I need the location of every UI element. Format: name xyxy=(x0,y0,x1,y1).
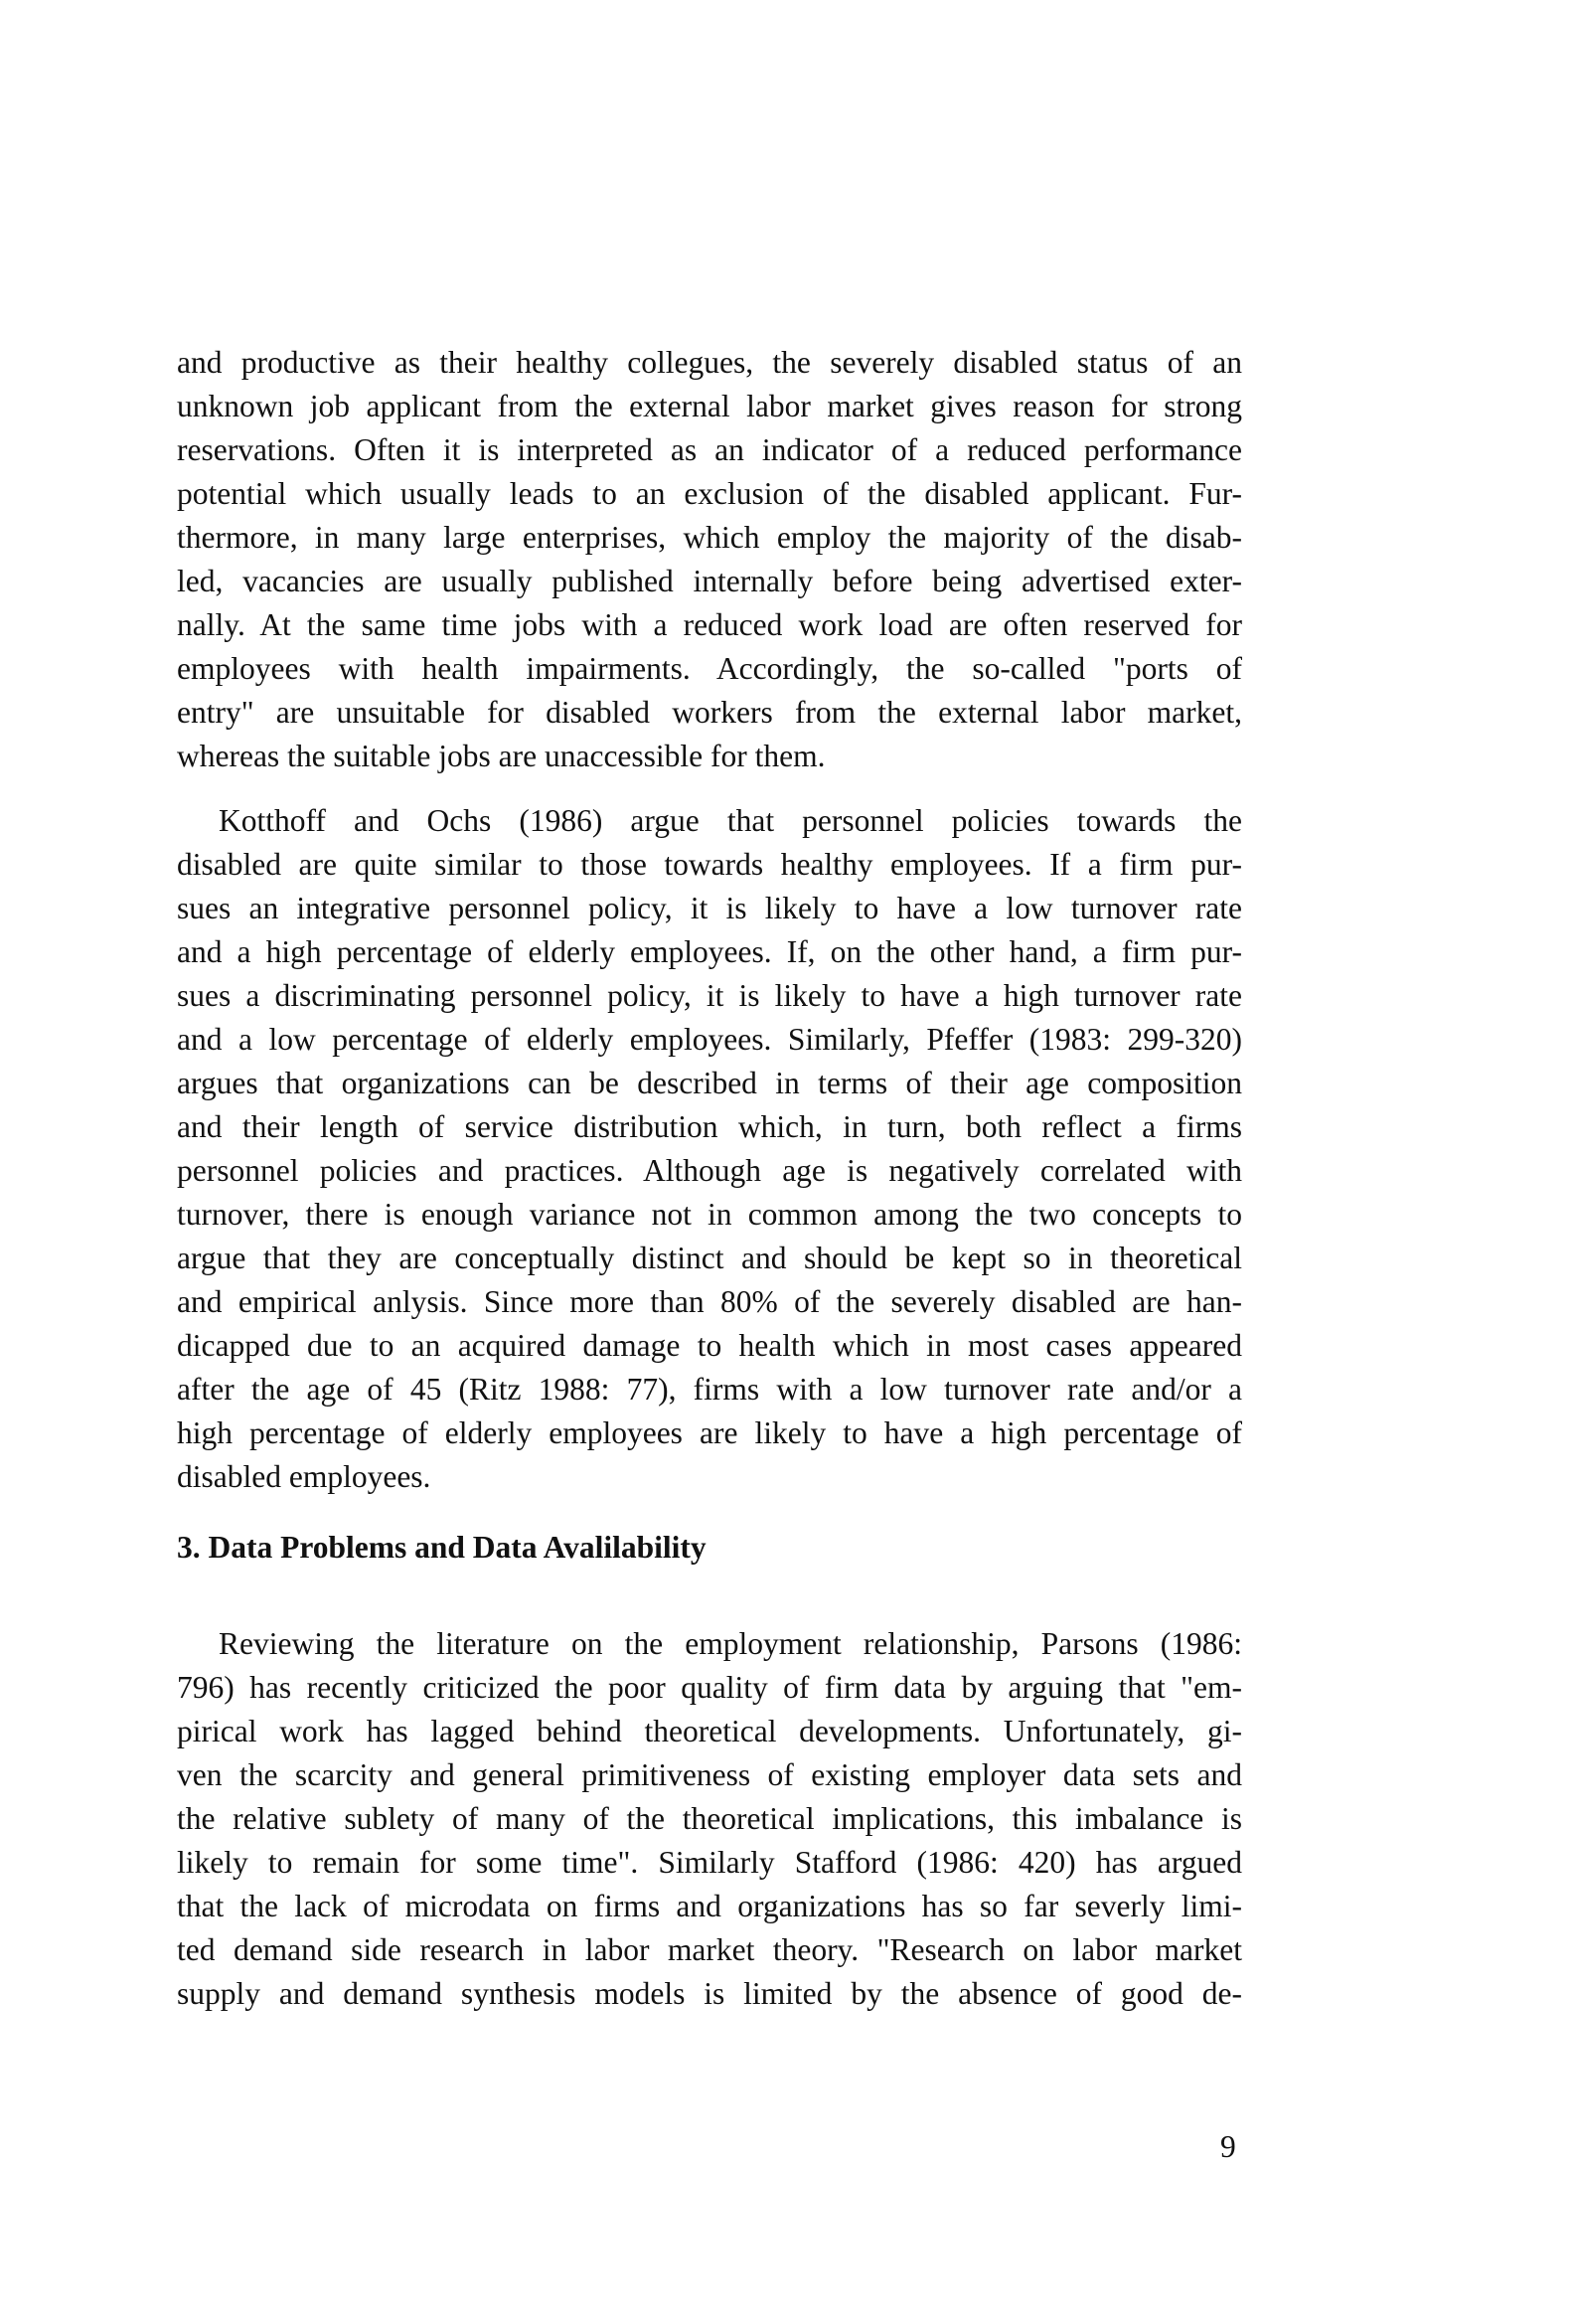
text-line: after the age of 45 (Ritz 1988: 77), firms with a low turnover rate and/or a xyxy=(177,1372,1242,1407)
text-line: led, vacancies are usually published internally before being advertised exter- xyxy=(177,564,1242,598)
text-line: sues an integrative personnel policy, it is likely to have a low turnover rate xyxy=(177,891,1242,925)
text-line: potential which usually leads to an exclusion of the disabled applicant. Fur- xyxy=(177,476,1242,511)
text-line: reservations. Often it is interpreted as an indicator of a reduced performance xyxy=(177,432,1242,467)
text-line: whereas the suitable jobs are unaccessible for them. xyxy=(177,739,826,773)
text-line: entry" are unsuitable for disabled workers from the external labor market, xyxy=(177,695,1242,730)
section-heading: 3. Data Problems and Data Avalilability xyxy=(177,1530,707,1565)
text-line: thermore, in many large enterprises, which employ the majority of the disab- xyxy=(177,520,1242,555)
text-line: and a low percentage of elderly employees. Similarly, Pfeffer (1983: 299-320) xyxy=(177,1022,1242,1057)
text-line: and productive as their healthy collegues, the severely disabled status of an xyxy=(177,345,1242,380)
text-line: argue that they are conceptually distinct and should be kept so in theoretical xyxy=(177,1241,1242,1275)
text-line: personnel policies and practices. Although age is negatively correlated with xyxy=(177,1153,1242,1188)
page-number: 9 xyxy=(1220,2129,1236,2164)
text-line: turnover, there is enough variance not in common among the two concepts to xyxy=(177,1197,1242,1232)
text-line: Reviewing the literature on the employment relationship, Parsons (1986: xyxy=(219,1626,1242,1661)
text-line: likely to remain for some time". Similarly Stafford (1986: 420) has argued xyxy=(177,1845,1242,1880)
paragraph-2 xyxy=(177,799,1242,1499)
text-line: and a high percentage of elderly employees. If, on the other hand, a firm pur- xyxy=(177,934,1242,969)
paragraph-1 xyxy=(177,341,1242,778)
text-line: the relative sublety of many of the theoretical implications, this imbalance is xyxy=(177,1801,1242,1836)
text-line: ted demand side research in labor market theory. "Research on labor market xyxy=(177,1932,1242,1967)
text-line: supply and demand synthesis models is limited by the absence of good de- xyxy=(177,1976,1242,2011)
text-line: high percentage of elderly employees are likely to have a high percentage of xyxy=(177,1415,1242,1450)
text-line: unknown job applicant from the external labor market gives reason for strong xyxy=(177,389,1242,423)
text-line: nally. At the same time jobs with a reduced work load are often reserved for xyxy=(177,607,1242,642)
text-line: dicapped due to an acquired damage to health which in most cases appeared xyxy=(177,1328,1242,1363)
text-line: disabled employees. xyxy=(177,1459,431,1494)
text-line: pirical work has lagged behind theoretical developments. Unfortunately, gi- xyxy=(177,1714,1242,1748)
text-line: employees with health impairments. Accordingly, the so-called "ports of xyxy=(177,651,1242,686)
text-line: ven the scarcity and general primitiveness of existing employer data sets and xyxy=(177,1757,1242,1792)
text-line: and empirical anlysis. Since more than 80% of the severely disabled are han- xyxy=(177,1284,1242,1319)
text-line: and their length of service distribution which, in turn, both reflect a firms xyxy=(177,1109,1242,1144)
text-line: sues a discriminating personnel policy, it is likely to have a high turnover rate xyxy=(177,978,1242,1013)
paragraph-3 xyxy=(177,1622,1242,2016)
text-line: Kotthoff and Ochs (1986) argue that personnel policies towards the xyxy=(219,803,1242,838)
text-line: disabled are quite similar to those towards healthy employees. If a firm pur- xyxy=(177,847,1242,882)
text-line: 796) has recently criticized the poor quality of firm data by arguing that "em- xyxy=(177,1670,1242,1705)
text-line: argues that organizations can be described in terms of their age composition xyxy=(177,1066,1242,1100)
text-line: that the lack of microdata on firms and organizations has so far severly limi- xyxy=(177,1889,1242,1923)
